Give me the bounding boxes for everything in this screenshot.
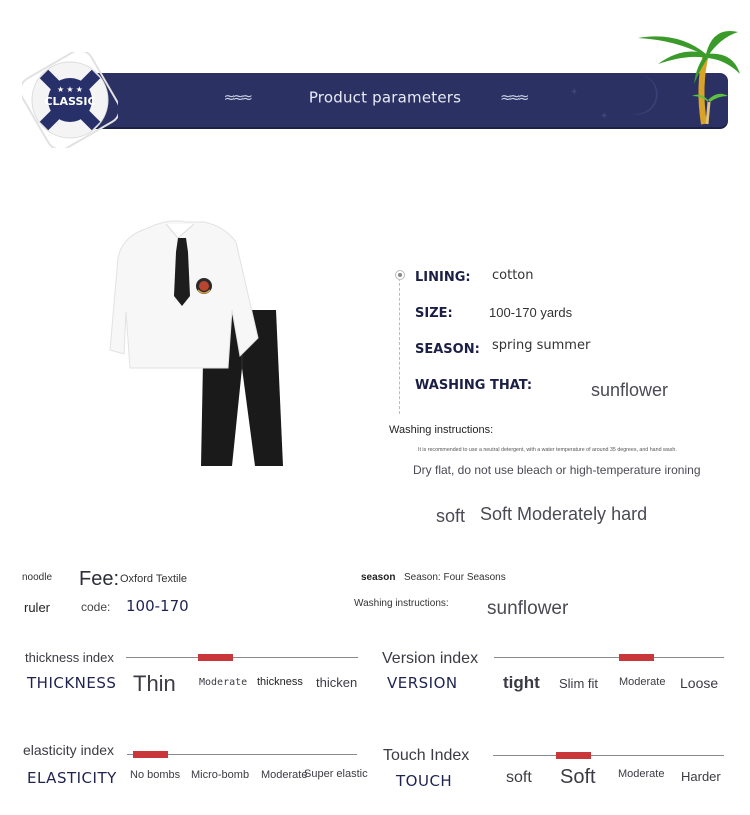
elasticity-option-micro-bomb: Micro-bomb bbox=[191, 769, 250, 781]
code-value: 100-170 bbox=[126, 597, 189, 615]
season-label: season bbox=[361, 572, 396, 583]
palm-tree-icon bbox=[628, 26, 740, 126]
spec-label-lining: LINING: bbox=[415, 270, 471, 285]
wave-right-icon: ≈≈≈ bbox=[500, 89, 527, 106]
version-index-title: Version index bbox=[382, 650, 479, 667]
spec-value-lining: cotton bbox=[492, 268, 534, 283]
thickness-scale bbox=[126, 657, 358, 658]
season-value: Season: Four Seasons bbox=[404, 572, 506, 583]
version-option-loose: Loose bbox=[680, 675, 719, 691]
spec-label-season: SEASON: bbox=[415, 342, 480, 357]
elasticity-index-title: elasticity index bbox=[23, 742, 115, 758]
fee-value: Oxford Textile bbox=[120, 573, 188, 585]
svg-text:★ ★ ★: ★ ★ ★ bbox=[57, 85, 83, 94]
code-label: code: bbox=[81, 600, 111, 614]
elasticity-scale-marker bbox=[133, 751, 168, 758]
spec-value-washing: sunflower bbox=[591, 380, 669, 400]
timeline-dot-icon bbox=[395, 270, 405, 280]
badge-text: CLASSIC bbox=[44, 95, 96, 108]
touch-index-title: Touch Index bbox=[383, 747, 470, 764]
noodle-label: noodle bbox=[22, 572, 53, 583]
page-title: Product parameters bbox=[308, 88, 462, 107]
product-image bbox=[108, 218, 288, 470]
version-option-slim-fit: Slim fit bbox=[559, 676, 598, 691]
feel-soft: soft bbox=[436, 506, 466, 526]
fee-label: Fee: bbox=[79, 568, 120, 590]
thickness-option-moderate: Moderate bbox=[199, 677, 248, 688]
banner-title-row bbox=[0, 88, 750, 107]
wave-left-icon: ≈≈≈ bbox=[223, 89, 250, 106]
version-caption: VERSION bbox=[387, 674, 458, 692]
touch-caption: TOUCH bbox=[396, 772, 453, 790]
washing-heading: Washing instructions: bbox=[389, 424, 494, 436]
touch-option-harder: Harder bbox=[681, 769, 721, 784]
spec-value-size: 100-170 yards bbox=[489, 305, 573, 320]
thickness-option-thickness: thickness bbox=[257, 676, 303, 688]
washing-detail: It is recommended to use a neutral detergent, with a water temperature of around 35 degrees, and hand wash. bbox=[418, 447, 677, 453]
thickness-scale-marker bbox=[198, 654, 233, 661]
elasticity-caption: ELASTICITY bbox=[27, 769, 117, 787]
touch-option-soft: soft bbox=[506, 769, 532, 786]
touch-scale bbox=[493, 755, 724, 756]
spec-label-size: SIZE: bbox=[415, 306, 453, 321]
elasticity-option-super-elastic: Super elastic bbox=[304, 768, 368, 780]
spec-timeline bbox=[399, 278, 400, 414]
thickness-option-thicken: thicken bbox=[316, 675, 358, 690]
washing-instructions-label: Washing instructions: bbox=[354, 598, 449, 609]
touch-scale-marker bbox=[556, 752, 591, 759]
touch-option-soft-selected: Soft bbox=[560, 766, 596, 788]
feel-soft-moderately-hard: Soft Moderately hard bbox=[480, 504, 648, 524]
version-scale bbox=[494, 657, 724, 658]
washing-instructions-value: sunflower bbox=[487, 598, 569, 619]
spec-label-washing: WASHING THAT: bbox=[415, 378, 533, 393]
version-scale-marker bbox=[619, 654, 654, 661]
version-option-moderate: Moderate bbox=[619, 676, 666, 688]
washing-dry: Dry flat, do not use bleach or high-temperature ironing bbox=[413, 463, 701, 477]
version-option-tight: tight bbox=[503, 673, 540, 692]
touch-option-moderate: Moderate bbox=[618, 768, 665, 780]
spec-value-season: spring summer bbox=[492, 338, 591, 353]
ruler-label: ruler bbox=[24, 600, 51, 615]
elasticity-option-moderate: Moderate bbox=[261, 769, 308, 781]
thickness-caption: THICKNESS bbox=[27, 674, 117, 692]
svg-text:✦: ✦ bbox=[600, 111, 609, 122]
thickness-option-thin: Thin bbox=[133, 671, 176, 696]
elasticity-option-no-bombs: No bombs bbox=[130, 769, 181, 781]
svg-text:✦: ✦ bbox=[570, 87, 579, 98]
thickness-index-title: thickness index bbox=[25, 650, 114, 665]
